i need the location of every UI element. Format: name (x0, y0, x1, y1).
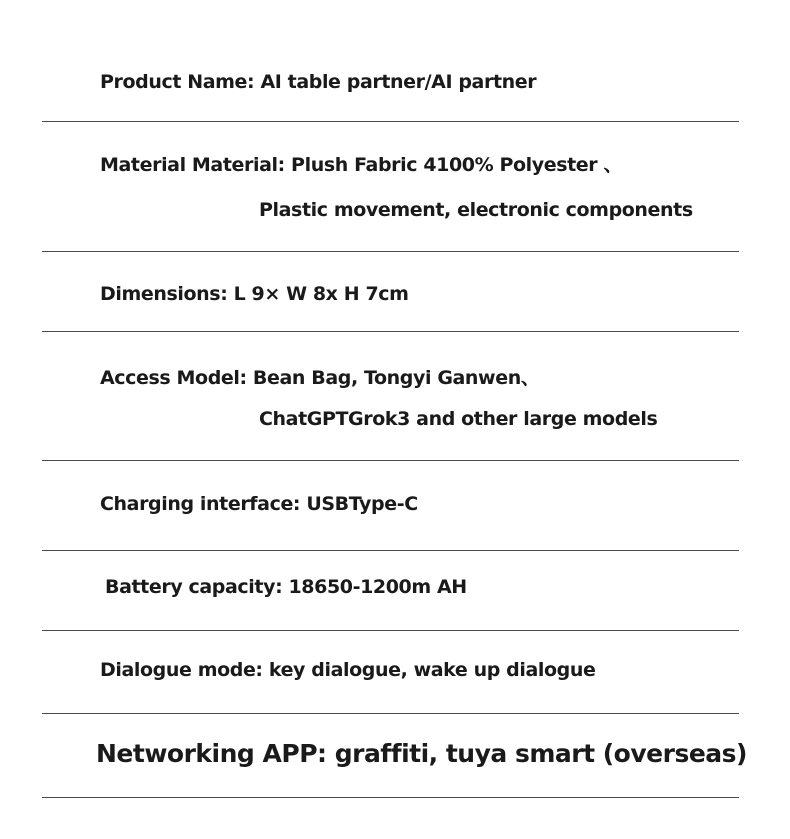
divider (42, 630, 739, 631)
divider (42, 331, 739, 332)
access-model-text-line1: Access Model: Bean Bag, Tongyi Ganwen、 (100, 367, 540, 389)
charging-interface-text: Charging interface: USBType-C (100, 493, 418, 515)
material-text-line2: Plastic movement, electronic components (259, 199, 693, 221)
material-text-line1: Material Material: Plush Fabric 4100% Polyester 、 (100, 154, 623, 176)
product-name-text: Product Name: AI table partner/AI partner (100, 71, 537, 93)
divider (42, 251, 739, 252)
divider (42, 713, 739, 714)
divider (42, 550, 739, 551)
dialogue-mode-text: Dialogue mode: key dialogue, wake up dialogue (100, 659, 596, 681)
dimensions-text: Dimensions: L 9× W 8x H 7cm (100, 283, 409, 305)
divider (42, 797, 739, 798)
networking-app-text: Networking APP: graffiti, tuya smart (overseas) (96, 739, 747, 768)
divider (42, 121, 739, 122)
access-model-text-line2: ChatGPTGrok3 and other large models (259, 408, 658, 430)
divider (42, 460, 739, 461)
battery-capacity-text: Battery capacity: 18650-1200m AH (105, 576, 467, 598)
